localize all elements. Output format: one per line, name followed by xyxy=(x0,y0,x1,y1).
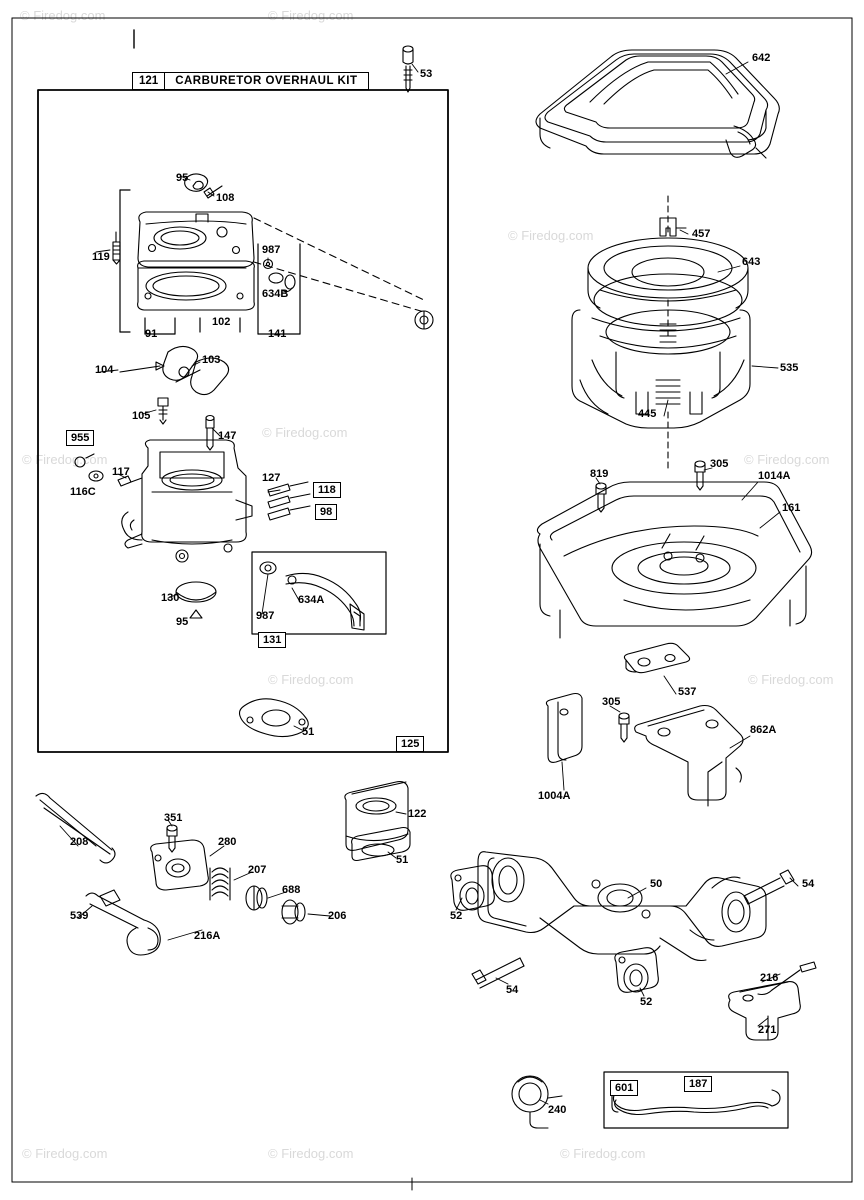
callout-240: 240 xyxy=(548,1104,567,1116)
part-537-bracket xyxy=(624,643,689,672)
callout-862A: 862A xyxy=(750,724,777,736)
callout-1004A: 1004A xyxy=(538,790,571,802)
callout-125: 125 xyxy=(396,736,424,752)
watermark: © Firedog.com xyxy=(22,452,108,467)
callout-819: 819 xyxy=(590,468,609,480)
part-127-jet xyxy=(268,482,310,520)
callout-52-right: 52 xyxy=(640,996,653,1008)
callout-98: 98 xyxy=(315,504,337,520)
watermark: © Firedog.com xyxy=(262,425,348,440)
callout-147: 147 xyxy=(218,430,237,442)
part-207-spring xyxy=(210,868,230,900)
callout-535: 535 xyxy=(780,362,799,374)
part-50-intake-manifold xyxy=(478,852,766,961)
watermark: © Firedog.com xyxy=(268,8,354,23)
part-305-screw-b xyxy=(619,713,629,742)
callout-118: 118 xyxy=(313,482,341,498)
kit-number: 121 xyxy=(133,73,165,89)
callout-539: 539 xyxy=(70,910,89,922)
callout-95-top: 95 xyxy=(176,172,189,184)
callout-987-upper: 987 xyxy=(262,244,281,256)
part-688-plug xyxy=(246,886,267,910)
part-161-blower-housing xyxy=(537,482,811,638)
part-51-gasket-a xyxy=(240,699,309,737)
callout-105: 105 xyxy=(132,410,151,422)
callout-54-left: 54 xyxy=(506,984,519,996)
callout-91: 91 xyxy=(145,328,158,340)
part-445-spring xyxy=(656,196,680,470)
watermark: © Firedog.com xyxy=(748,672,834,687)
part-122-spacer xyxy=(345,782,408,851)
callout-271: 271 xyxy=(758,1024,777,1036)
part-54-bolt-a xyxy=(744,870,794,904)
callout-601: 601 xyxy=(610,1080,638,1096)
callout-445: 445 xyxy=(638,408,657,420)
part-457-clip xyxy=(660,218,686,236)
callout-54-right: 54 xyxy=(802,878,815,890)
watermark: © Firedog.com xyxy=(20,8,106,23)
part-539-link xyxy=(86,890,160,955)
part-119-screw xyxy=(113,232,120,264)
part-91-carburetor-flange xyxy=(138,261,255,310)
callout-127: 127 xyxy=(262,472,281,484)
callout-116C: 116C xyxy=(70,486,96,498)
callout-537: 537 xyxy=(678,686,697,698)
callout-642: 642 xyxy=(752,52,771,64)
callout-216: 216 xyxy=(760,972,779,984)
callout-955: 955 xyxy=(66,430,94,446)
callout-108: 108 xyxy=(216,192,235,204)
callout-103: 103 xyxy=(202,354,221,366)
part-305-screw xyxy=(695,461,705,490)
callout-95-lower: 95 xyxy=(176,616,189,628)
part-1004A-bracket xyxy=(546,694,582,763)
part-208-choke-link xyxy=(36,793,115,863)
watermark: © Firedog.com xyxy=(744,452,830,467)
callout-53: 53 xyxy=(420,68,433,80)
callout-305-lower: 305 xyxy=(602,696,621,708)
watermark: © Firedog.com xyxy=(268,672,354,687)
part-862A-bracket xyxy=(635,706,743,807)
part-240-primer xyxy=(512,1076,562,1128)
part-147-screw xyxy=(206,416,214,451)
callout-634B: 634B xyxy=(262,288,289,300)
callout-131: 131 xyxy=(258,632,286,648)
callout-688: 688 xyxy=(282,884,301,896)
callout-987-lower: 987 xyxy=(256,610,275,622)
part-206-plug xyxy=(282,900,305,924)
callout-130: 130 xyxy=(161,592,180,604)
part-main-carburetor-body xyxy=(122,440,252,562)
callout-457: 457 xyxy=(692,228,711,240)
callout-634A: 634A xyxy=(298,594,325,606)
callout-280: 280 xyxy=(218,836,237,848)
callout-122: 122 xyxy=(408,808,427,820)
callout-305-upper: 305 xyxy=(710,458,729,470)
part-642-air-cleaner-cover xyxy=(536,50,779,158)
part-280-governor-plate xyxy=(151,840,209,890)
callout-1014A: 1014A xyxy=(758,470,791,482)
callout-216A: 216A xyxy=(194,930,221,942)
callout-51-kit: 51 xyxy=(302,726,315,738)
part-104-pin xyxy=(120,362,164,372)
callout-52-left: 52 xyxy=(450,910,463,922)
callout-51-spacer: 51 xyxy=(396,854,409,866)
part-105-screw xyxy=(158,398,168,424)
watermark: © Firedog.com xyxy=(268,1146,354,1161)
callout-141: 141 xyxy=(268,328,287,340)
part-535-air-cleaner-base xyxy=(572,310,750,428)
callout-208: 208 xyxy=(70,836,89,848)
watermark: © Firedog.com xyxy=(560,1146,646,1161)
watermark: © Firedog.com xyxy=(22,1146,108,1161)
part-955-parts xyxy=(75,454,103,481)
callout-119: 119 xyxy=(92,251,110,263)
callout-187: 187 xyxy=(684,1076,712,1092)
kit-name: CARBURETOR OVERHAUL KIT xyxy=(175,75,358,87)
part-130-float-bowl xyxy=(176,582,216,602)
callout-351: 351 xyxy=(164,812,183,824)
part-95-bowl-gasket xyxy=(190,610,202,618)
part-351-screw xyxy=(167,825,177,852)
callout-206: 206 xyxy=(328,910,347,922)
callout-643: 643 xyxy=(742,256,761,268)
callout-117: 117 xyxy=(112,466,130,478)
part-53-screw xyxy=(403,46,413,92)
callout-102: 102 xyxy=(212,316,231,328)
callout-104: 104 xyxy=(95,364,114,376)
watermark: © Firedog.com xyxy=(508,228,594,243)
callout-50: 50 xyxy=(650,878,663,890)
callout-207: 207 xyxy=(248,864,267,876)
overhaul-kit-header xyxy=(132,72,369,90)
part-102-carburetor-top xyxy=(138,212,254,267)
callout-161: 161 xyxy=(782,502,801,514)
